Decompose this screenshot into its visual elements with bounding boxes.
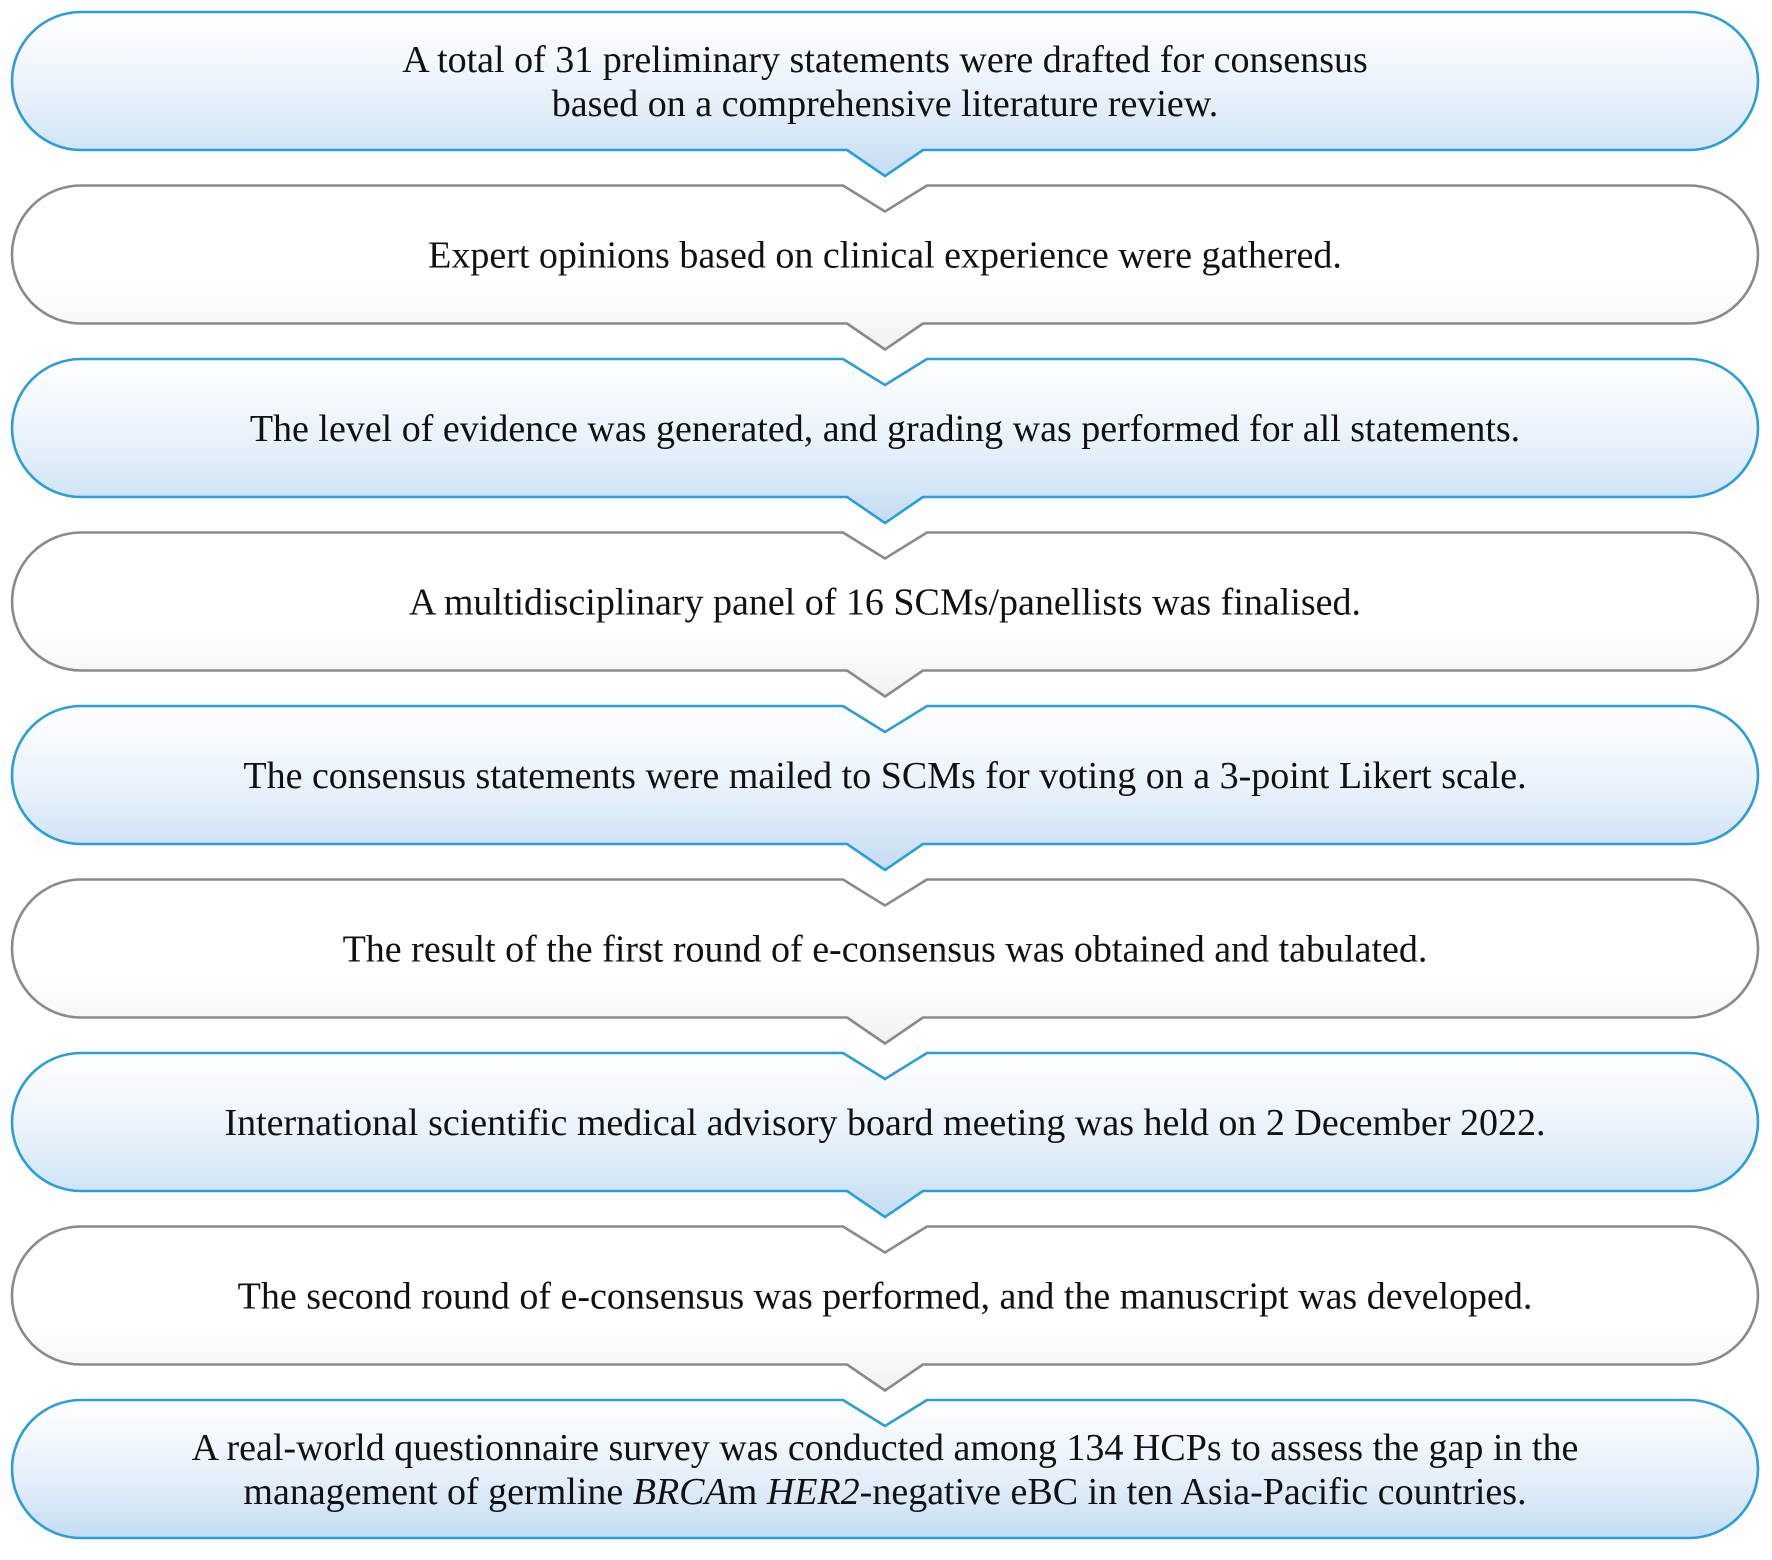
flow-step-label-part: The second round of e-consensus was performed, and the manuscript was developed. <box>237 1275 1533 1318</box>
flow-step-label <box>552 83 1218 125</box>
flow-step-label-part: The result of the first round of e-consensus was obtained and tabulated. <box>342 928 1428 971</box>
flow-step-label-part: m <box>727 1471 767 1513</box>
flow-step-label <box>402 39 1368 81</box>
flow-step-label <box>250 408 1520 450</box>
flow-step-6 <box>12 880 1758 1044</box>
flow-step-label <box>192 1427 1579 1469</box>
flow-step-box <box>12 1400 1758 1538</box>
flow-step-label <box>243 755 1526 797</box>
flow-step-7 <box>12 1053 1758 1217</box>
flow-step-3 <box>12 359 1758 523</box>
flow-step-label-part: A real-world questionnaire survey was conducted among 134 HCPs to assess the gap in the <box>191 1427 1579 1469</box>
flow-step-8 <box>12 1227 1758 1391</box>
flow-step-label-part: The consensus statements were mailed to SCMs for voting on a 3-point Likert scale. <box>243 755 1527 797</box>
flow-step-label-part: -negative eBC in ten Asia-Pacific countries. <box>859 1471 1527 1513</box>
flow-step-5 <box>12 706 1758 870</box>
flow-step-label <box>409 582 1361 624</box>
flow-step-1 <box>12 12 1758 176</box>
flow-step-label-part: management of germline <box>243 1471 633 1513</box>
flow-step-9 <box>12 1400 1758 1550</box>
flow-step-label-part: A multidisciplinary panel of 16 SCMs/panellists was finalised. <box>408 581 1362 624</box>
flow-step-label-part: BRCA <box>632 1471 728 1513</box>
flow-step-label-part: based on a comprehensive literature review. <box>551 83 1219 125</box>
flow-step-label <box>238 1276 1533 1318</box>
flow-step-label <box>224 1102 1545 1144</box>
flow-step-label-part: HER2 <box>766 1471 860 1513</box>
flow-step-label <box>343 929 1428 971</box>
flow-step-label-part: A total of 31 preliminary statements were drafted for consensus <box>402 39 1368 81</box>
flow-step-label-part: The level of evidence was generated, and grading was performed for all statements. <box>249 408 1521 450</box>
flow-step-2 <box>12 186 1758 350</box>
flow-step-label <box>243 1471 1526 1513</box>
flow-step-4 <box>12 533 1758 697</box>
flow-step-label <box>428 235 1342 277</box>
flow-step-label-part: Expert opinions based on clinical experience were gathered. <box>428 234 1342 277</box>
flow-step-label-part: International scientific medical advisory board meeting was held on 2 December 2022. <box>224 1102 1546 1144</box>
